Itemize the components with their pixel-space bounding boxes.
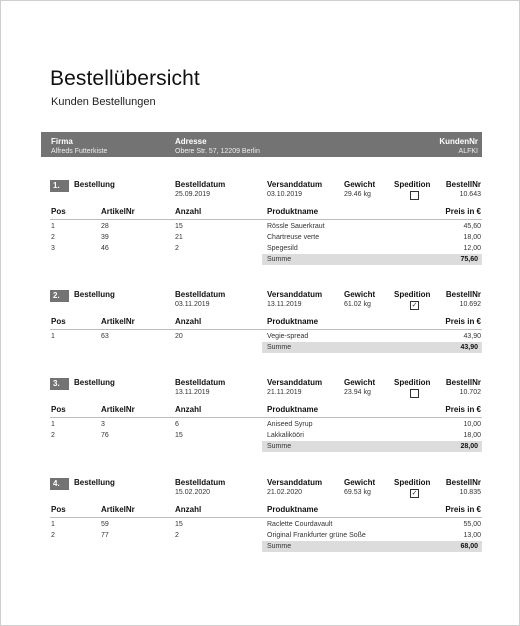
cell-anzahl: 15 bbox=[175, 521, 183, 528]
kundennr-label: KundenNr bbox=[439, 137, 478, 146]
col-header-pos: Pos bbox=[51, 505, 66, 514]
report-title: Bestellübersicht bbox=[50, 67, 200, 90]
col-header-preis: Preis in € bbox=[445, 505, 481, 514]
table-row bbox=[1, 331, 520, 342]
cell-produktname: Aniseed Syrup bbox=[267, 421, 313, 428]
cell-preis: 13,00 bbox=[463, 532, 481, 539]
col-header-artikelnr: ArtikelNr bbox=[101, 207, 135, 216]
cell-pos: 1 bbox=[51, 521, 55, 528]
customer-address bbox=[175, 137, 260, 157]
col-header-produktname: Produktname bbox=[267, 207, 319, 216]
summe-value: 68,00 bbox=[460, 543, 478, 550]
spedition-label: Spedition bbox=[394, 378, 431, 387]
summe-value: 28,00 bbox=[460, 443, 478, 450]
table-row bbox=[1, 430, 520, 441]
summe-row bbox=[262, 441, 482, 452]
cell-pos: 1 bbox=[51, 333, 55, 340]
cell-produktname: Chartreuse verte bbox=[267, 234, 320, 241]
table-row bbox=[1, 419, 520, 430]
cell-anzahl: 15 bbox=[175, 223, 183, 230]
bestelldatum-value: 13.11.2019 bbox=[175, 389, 210, 396]
summe-value: 75,60 bbox=[460, 256, 478, 263]
bestellung-label: Bestellung bbox=[74, 378, 115, 387]
adresse-value: Obere Str. 57, 12209 Berlin bbox=[175, 148, 260, 155]
cell-pos: 3 bbox=[51, 245, 55, 252]
cell-preis: 18,00 bbox=[463, 234, 481, 241]
col-header-produktname: Produktname bbox=[267, 317, 319, 326]
table-row bbox=[1, 530, 520, 541]
summe-label: Summe bbox=[267, 256, 292, 263]
customer-firma bbox=[51, 137, 107, 157]
table-row bbox=[1, 243, 520, 254]
order-number-badge: 4. bbox=[50, 478, 69, 490]
order-number-badge: 1. bbox=[50, 180, 69, 192]
summe-label: Summe bbox=[267, 543, 292, 550]
cell-artikelnr: 3 bbox=[101, 421, 105, 428]
col-header-preis: Preis in € bbox=[445, 317, 481, 326]
spedition-label: Spedition bbox=[394, 180, 431, 189]
col-header-artikelnr: ArtikelNr bbox=[101, 317, 135, 326]
cell-produktname: Spegesild bbox=[267, 245, 298, 252]
cell-pos: 2 bbox=[51, 234, 55, 241]
cell-preis: 18,00 bbox=[463, 432, 481, 439]
checkbox-checked-icon: ✓ bbox=[411, 490, 418, 497]
col-header-anzahl: Anzahl bbox=[175, 317, 202, 326]
gewicht-label: Gewicht bbox=[344, 180, 376, 189]
cell-anzahl: 20 bbox=[175, 333, 183, 340]
order-number-badge: 3. bbox=[50, 378, 69, 390]
summe-row bbox=[262, 254, 482, 265]
bestellnr-label: BestellNr bbox=[445, 290, 481, 299]
cell-anzahl: 2 bbox=[175, 532, 179, 539]
cell-produktname: Lakkalikööri bbox=[267, 432, 304, 439]
versanddatum-value: 13.11.2019 bbox=[267, 301, 302, 308]
bestellnr-label: BestellNr bbox=[445, 378, 481, 387]
cell-artikelnr: 59 bbox=[101, 521, 109, 528]
versanddatum-value: 03.10.2019 bbox=[267, 191, 303, 198]
header-divider bbox=[50, 329, 482, 330]
cell-preis: 45,60 bbox=[463, 223, 481, 230]
checkbox-empty-icon bbox=[410, 191, 419, 200]
cell-pos: 1 bbox=[51, 421, 55, 428]
bestelldatum-label: Bestelldatum bbox=[175, 478, 226, 487]
summe-row bbox=[262, 342, 482, 353]
table-row bbox=[1, 519, 520, 530]
gewicht-label: Gewicht bbox=[344, 378, 376, 387]
cell-anzahl: 6 bbox=[175, 421, 179, 428]
col-header-pos: Pos bbox=[51, 405, 66, 414]
gewicht-value: 23.94 kg bbox=[344, 389, 371, 396]
cell-artikelnr: 77 bbox=[101, 532, 109, 539]
bestellnr-value: 10.643 bbox=[459, 191, 481, 198]
cell-preis: 12,00 bbox=[463, 245, 481, 252]
col-header-anzahl: Anzahl bbox=[175, 207, 202, 216]
customer-number bbox=[439, 137, 478, 157]
firma-value: Alfreds Futterkiste bbox=[51, 148, 108, 155]
kundennr-value: ALFKI bbox=[458, 148, 478, 155]
col-header-artikelnr: ArtikelNr bbox=[101, 405, 135, 414]
summe-value: 43,90 bbox=[460, 344, 478, 351]
col-header-preis: Preis in € bbox=[445, 207, 481, 216]
firma-label: Firma bbox=[51, 137, 73, 146]
cell-pos: 2 bbox=[51, 532, 55, 539]
checkbox-empty-icon bbox=[410, 389, 419, 398]
gewicht-value: 69.53 kg bbox=[344, 489, 371, 496]
bestellnr-value: 10.702 bbox=[459, 389, 481, 396]
bestellnr-label: BestellNr bbox=[445, 180, 481, 189]
cell-anzahl: 21 bbox=[175, 234, 183, 241]
col-header-preis: Preis in € bbox=[445, 405, 481, 414]
cell-preis: 43,90 bbox=[463, 333, 481, 340]
gewicht-value: 29.46 kg bbox=[344, 191, 371, 198]
bestellnr-value: 10.692 bbox=[459, 301, 481, 308]
spedition-label: Spedition bbox=[394, 478, 431, 487]
gewicht-label: Gewicht bbox=[344, 290, 376, 299]
summe-row bbox=[262, 541, 482, 552]
col-header-produktname: Produktname bbox=[267, 505, 319, 514]
spedition-label: Spedition bbox=[394, 290, 431, 299]
bestelldatum-label: Bestelldatum bbox=[175, 378, 226, 387]
order-number-badge: 2. bbox=[50, 290, 69, 302]
cell-pos: 2 bbox=[51, 432, 55, 439]
cell-anzahl: 2 bbox=[175, 245, 179, 252]
cell-artikelnr: 76 bbox=[101, 432, 109, 439]
cell-pos: 1 bbox=[51, 223, 55, 230]
summe-label: Summe bbox=[267, 443, 292, 450]
versanddatum-label: Versanddatum bbox=[267, 180, 323, 189]
versanddatum-value: 21.11.2019 bbox=[267, 389, 302, 396]
versanddatum-value: 21.02.2020 bbox=[267, 489, 303, 496]
header-divider bbox=[50, 417, 482, 418]
cell-artikelnr: 28 bbox=[101, 223, 109, 230]
cell-preis: 10,00 bbox=[463, 421, 481, 428]
cell-produktname: Vegie-spread bbox=[267, 333, 309, 340]
col-header-produktname: Produktname bbox=[267, 405, 319, 414]
bestellung-label: Bestellung bbox=[74, 180, 115, 189]
versanddatum-label: Versanddatum bbox=[267, 378, 323, 387]
cell-produktname: Rössle Sauerkraut bbox=[267, 223, 325, 230]
col-header-artikelnr: ArtikelNr bbox=[101, 505, 135, 514]
bestelldatum-value: 25.09.2019 bbox=[175, 191, 211, 198]
gewicht-label: Gewicht bbox=[344, 478, 376, 487]
cell-preis: 55,00 bbox=[463, 521, 481, 528]
bestellung-label: Bestellung bbox=[74, 290, 115, 299]
table-row bbox=[1, 232, 520, 243]
col-header-pos: Pos bbox=[51, 207, 66, 216]
bestelldatum-label: Bestelldatum bbox=[175, 180, 226, 189]
adresse-label: Adresse bbox=[175, 137, 207, 146]
table-row bbox=[1, 221, 520, 232]
bestellnr-value: 10.835 bbox=[459, 489, 481, 496]
bestelldatum-value: 03.11.2019 bbox=[175, 301, 210, 308]
bestellung-label: Bestellung bbox=[74, 478, 115, 487]
versanddatum-label: Versanddatum bbox=[267, 290, 323, 299]
cell-artikelnr: 46 bbox=[101, 245, 109, 252]
bestelldatum-label: Bestelldatum bbox=[175, 290, 226, 299]
customer-header-band bbox=[41, 132, 482, 157]
report-subtitle: Kunden Bestellungen bbox=[51, 96, 156, 108]
checkbox-checked-icon: ✓ bbox=[411, 302, 418, 309]
order-block bbox=[1, 180, 520, 280]
gewicht-value: 61.02 kg bbox=[344, 301, 371, 308]
order-block bbox=[1, 378, 520, 478]
versanddatum-label: Versanddatum bbox=[267, 478, 323, 487]
cell-produktname: Raclette Courdavault bbox=[267, 521, 333, 528]
cell-produktname: Original Frankfurter grüne Soße bbox=[267, 532, 366, 539]
bestellnr-label: BestellNr bbox=[445, 478, 481, 487]
cell-anzahl: 15 bbox=[175, 432, 183, 439]
cell-artikelnr: 39 bbox=[101, 234, 109, 241]
col-header-anzahl: Anzahl bbox=[175, 505, 202, 514]
header-divider bbox=[50, 517, 482, 518]
order-block bbox=[1, 290, 520, 390]
summe-label: Summe bbox=[267, 344, 292, 351]
bestelldatum-value: 15.02.2020 bbox=[175, 489, 211, 496]
order-block bbox=[1, 478, 520, 578]
col-header-pos: Pos bbox=[51, 317, 66, 326]
cell-artikelnr: 63 bbox=[101, 333, 109, 340]
header-divider bbox=[50, 219, 482, 220]
col-header-anzahl: Anzahl bbox=[175, 405, 202, 414]
